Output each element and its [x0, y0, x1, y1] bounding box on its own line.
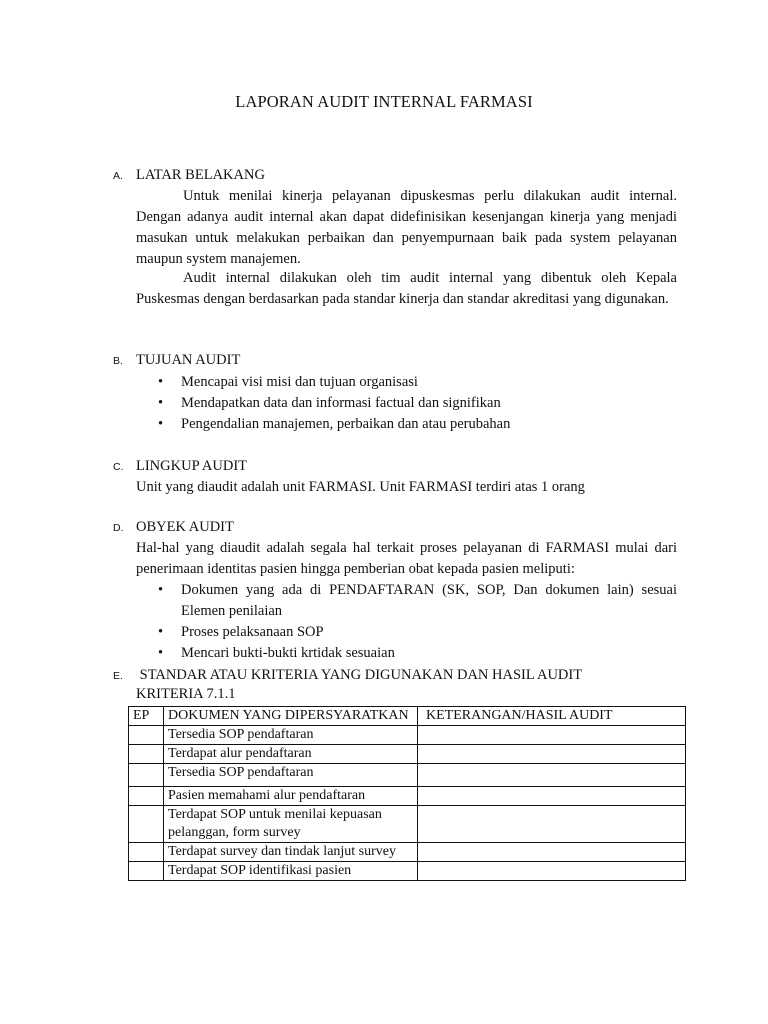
- table-cell-dokumen: Terdapat SOP identifikasi pasien: [164, 862, 418, 881]
- table-cell-ep: [129, 787, 164, 806]
- section-d-title: OBYEK AUDIT: [136, 519, 234, 535]
- table-cell-keterangan: [418, 726, 686, 745]
- header-dokumen: DOKUMEN YANG DIPERSYARATKAN: [164, 707, 418, 726]
- section-e-heading: [113, 665, 582, 686]
- table-cell-keterangan: [418, 862, 686, 881]
- list-item-text: Mencapai visi misi dan tujuan organisasi: [181, 374, 418, 390]
- section-c-text: Unit yang diaudit adalah unit FARMASI. Unit FARMASI terdiri atas 1 orang: [136, 479, 585, 495]
- table-cell-dokumen: Tersedia SOP pendaftaran: [164, 726, 418, 745]
- list-item-text: Pengendalian manajemen, perbaikan dan atau perubahan: [181, 416, 511, 432]
- table-cell-keterangan: [418, 787, 686, 806]
- list-item-text: Mencari bukti-bukti krtidak sesuaian: [181, 645, 395, 661]
- table-cell-ep: [129, 764, 164, 787]
- audit-table: [128, 706, 686, 881]
- section-e-marker: E.: [113, 670, 123, 682]
- section-b-title: TUJUAN AUDIT: [136, 352, 241, 368]
- list-item-text: Mendapatkan data dan informasi factual dan signifikan: [181, 395, 501, 411]
- section-d-heading: [113, 517, 234, 538]
- section-a-paragraph-1: Untuk menilai kinerja pelayanan dipuskesmas perlu dilakukan audit internal. Dengan adanya audit internal akan dapat didefinisikan kesenjangan kinerja yang menjadi masukan untuk melakukan perbaikan dan penyempurnaan baik pada system pelayanan maupun system manajemen.: [136, 188, 677, 267]
- table-cell-dokumen: Terdapat alur pendaftaran: [164, 745, 418, 764]
- table-cell-dokumen: Terdapat survey dan tindak lanjut survey: [164, 843, 418, 862]
- bullet-icon: •: [158, 624, 164, 640]
- section-c-title: LINGKUP AUDIT: [136, 458, 248, 474]
- list-item: [136, 580, 677, 622]
- bullet-icon: •: [158, 416, 164, 432]
- list-item: [136, 372, 677, 393]
- table-row: [129, 806, 686, 843]
- section-d-text: Hal-hal yang diaudit adalah segala hal terkait proses pelayanan di FARMASI mulai dari penerimaan identitas pasien hingga pemberian obat kepada pasien meliputi:: [136, 540, 677, 577]
- section-d-list: [136, 580, 677, 664]
- table-cell-dokumen: Tersedia SOP pendaftaran: [164, 764, 418, 787]
- header-ep: EP: [129, 707, 164, 726]
- list-item: [136, 393, 677, 414]
- table-cell-dokumen: Pasien memahami alur pendaftaran: [164, 787, 418, 806]
- table-cell-keterangan: [418, 843, 686, 862]
- section-d-marker: D.: [113, 522, 124, 534]
- table-cell-ep: [129, 726, 164, 745]
- section-c-heading: [113, 456, 247, 477]
- table-cell-ep: [129, 806, 164, 843]
- bullet-icon: •: [158, 395, 164, 411]
- table-header-row: [129, 707, 686, 726]
- section-a-marker: A.: [113, 170, 123, 182]
- bullet-icon: •: [158, 374, 164, 390]
- table-row: [129, 764, 686, 787]
- table-cell-ep: [129, 843, 164, 862]
- table-cell-keterangan: [418, 745, 686, 764]
- section-a-paragraph-2: Audit internal dilakukan oleh tim audit internal yang dibentuk oleh Kepala Puskesmas dengan berdasarkan pada standar kinerja dan standar akreditasi yang digunakan.: [136, 270, 677, 307]
- list-item: [136, 414, 677, 435]
- bullet-icon: •: [158, 645, 164, 661]
- table-row: [129, 726, 686, 745]
- list-item-text: Proses pelaksanaan SOP: [181, 624, 324, 640]
- section-b-list: [136, 372, 677, 435]
- section-b-heading: [113, 350, 240, 371]
- table-row: [129, 787, 686, 806]
- header-keterangan: KETERANGAN/HASIL AUDIT: [418, 707, 686, 726]
- list-item: [136, 643, 677, 664]
- section-a-heading: [113, 165, 265, 186]
- table-row: [129, 745, 686, 764]
- kriteria-label: KRITERIA 7.1.1: [136, 686, 236, 702]
- document-title: LAPORAN AUDIT INTERNAL FARMASI: [235, 92, 533, 111]
- table-cell-keterangan: [418, 806, 686, 843]
- table-cell-keterangan: [418, 764, 686, 787]
- list-item: [136, 622, 677, 643]
- table-row: [129, 862, 686, 881]
- section-b-marker: B.: [113, 355, 123, 367]
- section-c-marker: C.: [113, 461, 124, 473]
- table-cell-dokumen: Terdapat SOP untuk menilai kepuasan pelanggan, form survey: [164, 806, 418, 843]
- bullet-icon: •: [158, 582, 164, 598]
- table-row: [129, 843, 686, 862]
- list-item-text: Dokumen yang ada di PENDAFTARAN (SK, SOP, Dan dokumen lain) sesuai Elemen penilaian: [181, 582, 677, 619]
- table-cell-ep: [129, 862, 164, 881]
- section-a-title: LATAR BELAKANG: [136, 167, 265, 183]
- table-cell-ep: [129, 745, 164, 764]
- section-e-title: STANDAR ATAU KRITERIA YANG DIGUNAKAN DAN HASIL AUDIT: [136, 667, 583, 683]
